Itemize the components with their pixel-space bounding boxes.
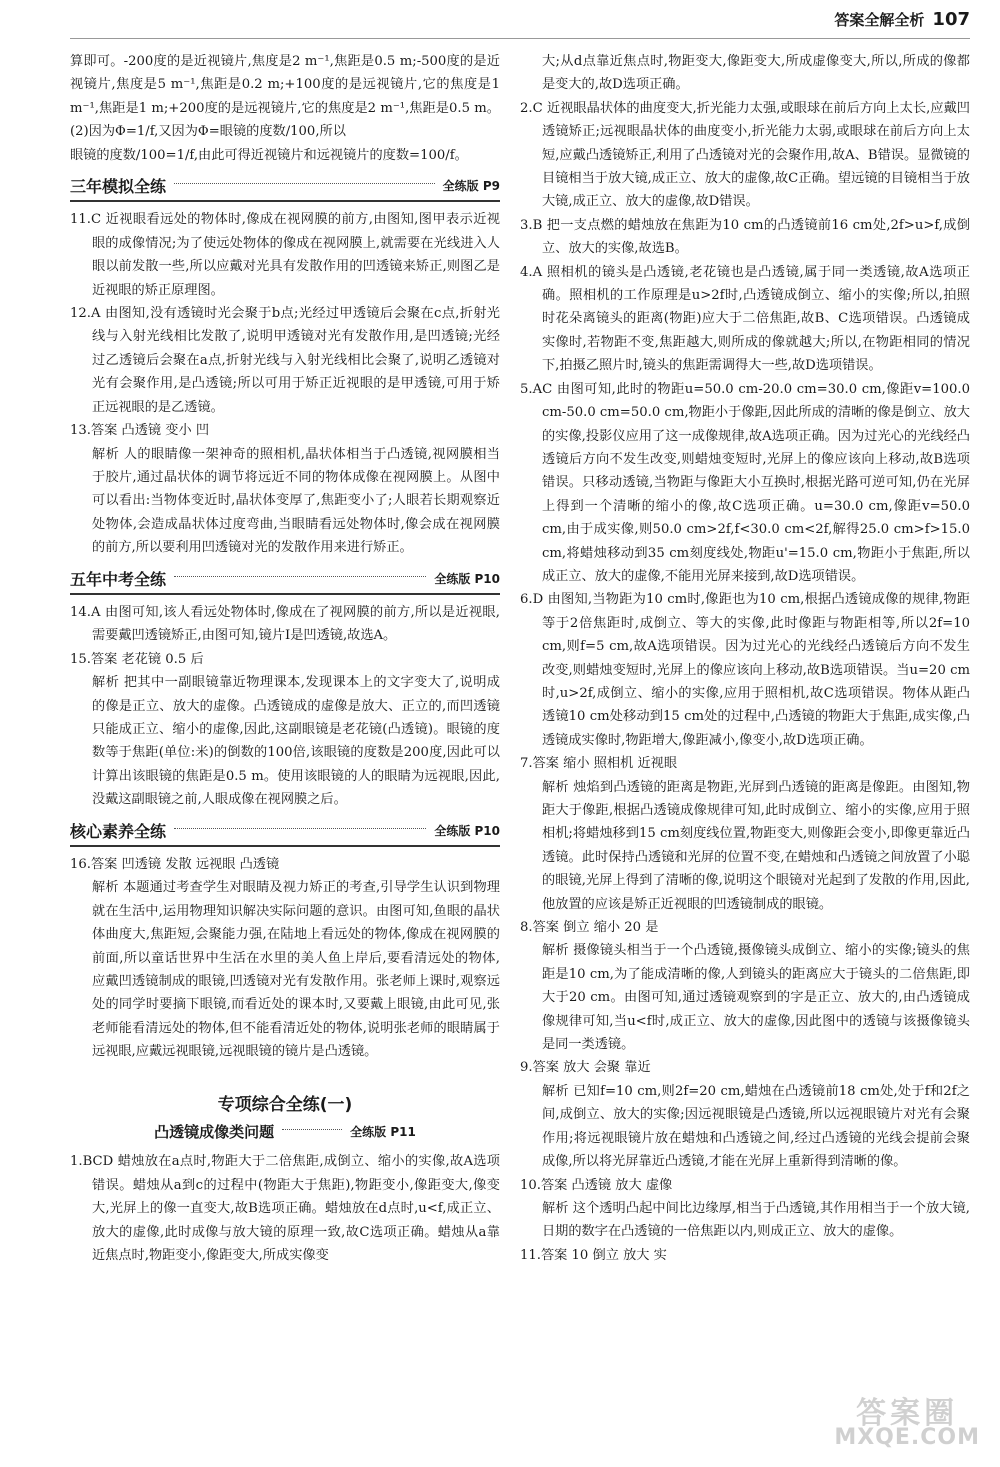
answer-16: 16.答案 凹透镜 发散 远视眼 凸透镜 — [70, 857, 280, 872]
special-answer-4: 4.A 照相机的镜头是凸透镜,老花镜也是凸透镜,属于同一类透镜,故A选项正确。照相机的工作原理是u>2f时,凸透镜成倒立、缩小的实像;所以,拍照时花朵离镜头的距离(物距)应大于二倍焦距,故B、C选项错误。凸透镜成实像时,若物距不变,焦距越大,则所成的像就越大;所以,在物距相同的情况下,拍摄乙照片时,镜头的焦距需调得大一些,故D选项错误。 — [520, 264, 970, 374]
section-ref: 全练版 P10 — [434, 823, 500, 838]
answer-15: 15.答案 老花镜 0.5 后 — [70, 651, 204, 667]
special-section-subtitle — [70, 1121, 500, 1144]
special-section-title: 专项综合全练(一) — [217, 1094, 353, 1115]
section-header-three-year — [70, 175, 500, 202]
header-rule — [70, 38, 970, 39]
special-answer-1-continued: 大;从d点靠近焦点时,物距变大,像距变大,所成虚像变大,所以,所成的像都是变大的,故D选项正确。 — [542, 54, 970, 93]
header-title: 答案全解全析 — [834, 11, 925, 29]
section-ref: 全练版 P11 — [350, 1125, 416, 1140]
explanation-13: 解析 人的眼睛像一架神奇的照相机,晶状体相当于凸透镜,视网膜相当于胶片,通过晶状体的调节将远近不同的物体成像在视网膜上。从图中可以看出:当物体变近时,晶状体变厚了,焦距变小了;人眼若长期观察近处物体,会造成晶状体过度弯曲,当眼睛看远处物体时,像会成在视网膜的前方,所以要利用凹透镜对光的发散作用来进行矫正。 — [92, 446, 500, 556]
leader-dots — [174, 576, 426, 577]
answer-14: 14.A 由图可知,该人看远处物体时,像成在了视网膜的前方,所以是近视眼,需要戴凹透镜矫正,由图可知,镜片Ⅰ是凹透镜,故选A。 — [70, 604, 500, 644]
explanation-16: 解析 本题通过考查学生对眼睛及视力矫正的考查,引导学生认识到物理就在生活中,运用物理知识解决实际问题的意识。由图可知,鱼眼的晶状体曲度大,焦距短,会聚能力强,在陆地上看远处的物体,像成在视网膜的前面,所以童话世界中生活在水里的美人鱼上岸后,要看清远处的物体,应戴凹透镜制成的眼镜,凹透镜对光有发散作用。张老师上课时,观察远处的同学时要摘下眼镜,而看近处的课本时,又要戴上眼镜,由此可见,张老师能看清远处的物体,但不能看清近处的物体,说明张老师的眼睛属于远视眼,应戴远视眼镜,远视眼镜的镜片是凸透镜。 — [92, 880, 500, 1060]
explanation-15: 解析 把其中一副眼镜靠近物理课本,发现课本上的文字变大了,说明成的像是正立、放大的虚像。凸透镜成的虚像是放大、正立的,而凹透镜只能成正立、缩小的虚像,因此,这副眼镜是老花镜(凸透镜)。眼镜的度数等于焦距(单位:米)的倒数的100倍,该眼镜的度数是200度,因此可以计算出该眼镜的焦距是0.5 m。使用该眼镜的人的眼睛为远视眼,因此,没戴这副眼镜之前,人眼成像在视网膜之后。 — [92, 675, 500, 808]
special-answer-8: 8.答案 倒立 缩小 20 是 — [520, 920, 659, 936]
answer-11: 11.C 近视眼看远处的物体时,像成在视网膜的前方,由图知,图甲表示近视眼的成像情况;为了使远处物体的像成在视网膜上,就需要在光线进入人眼以前发散一些,所以应戴对光具有发散作用的凹透镜来矫正,则图乙是近视眼的矫正原理图。 — [70, 212, 500, 298]
special-explanation-7: 解析 烛焰到凸透镜的距离是物距,光屏到凸透镜的距离是像距。由图知,物距大于像距,根据凸透镜成像规律可知,此时成倒立、缩小的实像,应用于照相机;将蜡烛移到15 cm刻度线位置,物距变大,则像距会变小,即像更靠近凸透镜。此时保持凸透镜和光屏的位置不变,在蜡烛和凸透镜之间放置了小聪的眼镜,光屏上得到了清晰的像,说明这个眼镜对光起到了发散的作用,因此,他放置的应该是矫正近视眼的凹透镜制成的眼镜。 — [542, 779, 970, 912]
section-ref: 全练版 P9 — [442, 179, 500, 194]
left-column — [70, 50, 500, 1268]
intro-paragraph: 算即可。-200度的是近视镜片,焦度是2 m⁻¹,焦距是0.5 m;-500度的是近视镜片,焦度是5 m⁻¹,焦距是0.2 m;+100度的是远视镜片,它的焦度是1 m⁻¹,焦距是1 m;+200度的是远视镜片,它的焦度是2 m⁻¹,焦距是0.5 m。(2)因为Φ=1/f,又因为Φ=眼镜的度数/100,所以 — [70, 54, 500, 140]
special-answer-3: 3.B 把一支点燃的蜡烛放在焦距为10 cm的凸透镜前16 cm处,2f>u>f,成倒立、放大的实像,故选B。 — [520, 217, 970, 257]
special-answer-9: 9.答案 放大 会聚 靠近 — [520, 1060, 651, 1076]
section-title: 核心素养全练 — [70, 821, 167, 841]
special-answer-7: 7.答案 缩小 照相机 近视眼 — [520, 756, 678, 772]
special-answer-2: 2.C 近视眼晶状体的曲度变大,折光能力太强,或眼球在前后方向上太长,应戴凹透镜矫正;远视眼晶状体的曲度变小,折光能力太弱,或眼球在前后方向上太短,应戴凸透镜矫正,利用了凸透镜对光的会聚作用,故A、B错误。显微镜的目镜相当于放大镜,成正立、放大的虚像,故C正确。望远镜的目镜相当于放大镜,成正立、放大的虚像,故D错误。 — [520, 100, 970, 210]
special-explanation-10: 解析 这个透明凸起中间比边缘厚,相当于凸透镜,其作用相当于一个放大镜,日期的数字在凸透镜的一倍焦距以内,则成正立、放大的虚像。 — [542, 1200, 970, 1240]
watermark-logo: 答案圈 — [856, 1396, 959, 1432]
right-column — [520, 50, 970, 1267]
section-title: 五年中考全练 — [70, 569, 167, 589]
answer-12: 12.A 由图知,没有透镜时光会聚于b点;光经过甲透镜后会聚在c点,折射光线与入射光线相比发散了,说明甲透镜对光有发散作用,是凹透镜;光经过乙透镜后会聚在a点,折射光线与入射光线相比会聚了,说明乙透镜对光有会聚作用,是凸透镜;所以可用于矫正近视眼的是甲透镜,可用于矫正远视眼的是乙透镜。 — [70, 306, 500, 415]
special-answer-10: 10.答案 凸透镜 放大 虚像 — [520, 1177, 673, 1193]
watermark — [834, 1396, 980, 1450]
leader-dots — [174, 828, 426, 829]
page-number: 107 — [932, 9, 970, 30]
special-answer-6: 6.D 由图知,当物距为10 cm时,像距也为10 cm,根据凸透镜成像的规律,物距等于2倍焦距时,成倒立、等大的实像,此时像距与物距相等,所以2f=10 cm,则f=5 cm,故A选项错误。因为过光心的光线经凸透镜后方向不发生改变,则蜡烛变短时,光屏上的像应该向上移动,故B选项错误。当u=20 cm时,u>2f,成倒立、缩小的实像,应用于照相机,故C选项错误。物体从距凸透镜10 cm处移动到15 cm处的过程中,凸透镜的物距大于焦距,成实像,凸透镜成实像时,物距增大,像距减小,像变小,故D选项正确。 — [520, 592, 970, 748]
intro-formula-line: 眼镜的度数/100=1/f,由此可得近视镜片和远视镜片的度数=100/f。 — [70, 147, 468, 163]
special-explanation-9: 解析 已知f=10 cm,则2f=20 cm,蜡烛在凸透镜前18 cm处,处于f和2f之间,成倒立、放大的实像;因远视眼镜是凸透镜,所以远视眼镜片对光有会聚作用;将远视眼镜片放在蜡烛和凸透镜之间,经过凸透镜的光线会提前会聚成像,所以将光屏靠近凸透镜,才能在光屏上重新得到清晰的像。 — [542, 1083, 970, 1170]
subtitle-text: 凸透镜成像类问题 — [154, 1123, 275, 1142]
special-answer-5: 5.AC 由图可知,此时的物距u=50.0 cm-20.0 cm=30.0 cm,像距v=100.0 cm-50.0 cm=50.0 cm,物距小于像距,因此所成的清晰的像是倒立、放大的实像,投影仪应用了这一成像规律,故A选项正确。因为过光心的光线经凸透镜后方向不发生改变,则蜡烛变短时,光屏上的像应该向上移动,故B选项错误。只移动透镜,当物距与像距大小互换时,根据光路可逆可知,仍在光屏上得到一个清晰的缩小的像,故C选项正确。u=30.0 cm,像距v=50.0 cm,由于成实像,则50.0 cm>2f,f<30.0 cm<2f,解得25.0 cm>f>15.0 cm,将蜡烛移动到35 cm刻度线处,物距u'=15.0 cm,物距小于焦距,所以成正立、放大的虚像,不能用光屏来接到,故D选项错误。 — [520, 381, 970, 584]
special-answer-11: 11.答案 10 倒立 放大 实 — [520, 1247, 667, 1263]
section-ref: 全练版 P10 — [434, 571, 500, 586]
special-answer-1: 1.BCD 蜡烛放在a点时,物距大于二倍焦距,成倒立、缩小的实像,故A选项错误。蜡烛从a到c的过程中(物距大于焦距),物距变小,像距变大,像变大,光屏上的像一直变大,故B选项正确。蜡烛放在d点时,u<f,成正立、放大的虚像,此时成像与放大镜的原理一致,故C选项正确。蜡烛从a靠近焦点时,物距变小,像距变大,所成实像变 — [70, 1154, 500, 1264]
special-explanation-8: 解析 摄像镜头相当于一个凸透镜,摄像镜头成倒立、缩小的实像;镜头的焦距是10 cm,为了能成清晰的像,人到镜头的距离应大于镜头的二倍焦距,即大于20 cm。由图可知,通过透镜观察到的字是正立、放大的,由凸透镜成像规律可知,当u<f时,成正立、放大的虚像,因此图中的透镜与该摄像镜头是同一类透镜。 — [542, 943, 970, 1053]
section-header-five-year — [70, 568, 500, 595]
watermark-url: MXQE.COM — [834, 1424, 980, 1450]
section-title: 三年模拟全练 — [70, 177, 167, 197]
leader-dots — [174, 183, 435, 184]
leader-dots — [282, 1129, 342, 1130]
page-header — [834, 8, 970, 32]
answer-13: 13.答案 凸透镜 变小 凹 — [70, 423, 210, 439]
section-header-core — [70, 820, 500, 847]
